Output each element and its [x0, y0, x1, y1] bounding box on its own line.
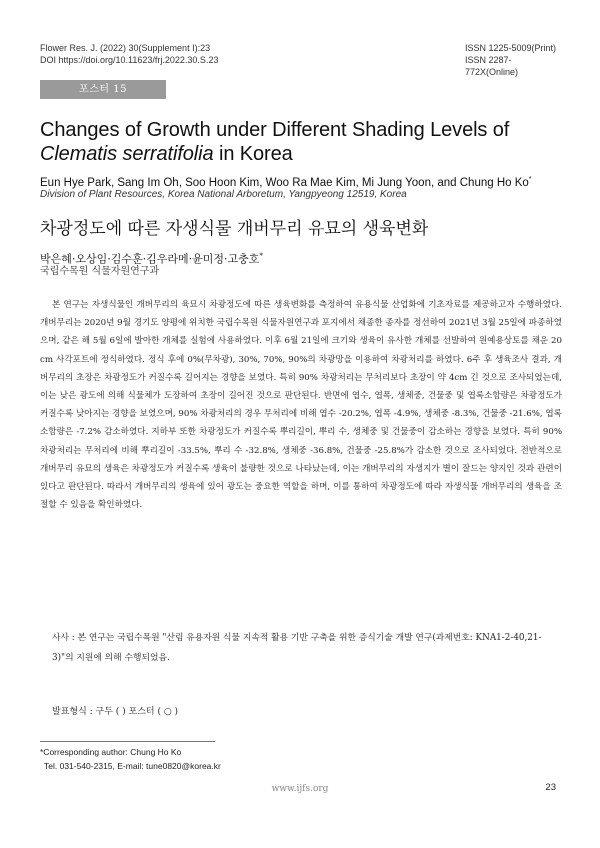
poster-tab: 포스터 15	[40, 80, 166, 99]
title-part-2: in Korea	[213, 143, 293, 165]
corresponding-mark: *	[528, 176, 532, 183]
acknowledgement: 사사 : 본 연구는 국립수목원 "산림 유용자원 식물 지속적 활용 기반 구축을 위한 증식기술 개발 연구(과제번호: KNA1-2-40,21-3)"의 지원에 의해 수행되었음.	[52, 633, 542, 663]
issn-online: ISSN 2287-772X(Online)	[465, 55, 519, 77]
author-names: Eun Hye Park, Sang Im Oh, Soo Hoon Kim, Woo Ra Mae Kim, Mi Jung Yoon, and Chung Ho Ko	[40, 176, 529, 189]
abstract-body: 본 연구는 자생식물인 개버무리의 육묘시 차광정도에 따른 생육변화를 측정하여 유용식물 산업화에 기초자료를 제공하고자 수행하였다. 개버무리는 2020년 9월 경기도 양평에 위치한 국립수목원 식물자원연구과 포지에서 채종한 종자를 정선하여 2021년 3월 25일에 파종하였으며, 같은 해 5월 6일에 발아한 개체를 실험에 사용하였다. 이후 6월 21일에 크기와 생육이 유사한 개체를 선발하여 원예용상토를 채운 20cm 사각포트에 정식하였다. 정식 후에 0%(무차광), 30%, 70%, 90%의 차광망을 이용하여 차광처리를 하였다. 6주 후 생육조사 결과, 개버무리의 초장은 차광정도가 커질수록 길어지는 경향을 보였다. 특히 90% 차광처리는 무처리보다 초장이 약 4cm 긴 것으로 조사되었는데, 이는 낮은 광도에 의해 식물체가 도장하여 초장이 길어진 것으로 판단된다. 반면에 엽수, 엽폭, 생체중, 건물중 및 엽록소함량은 차광정도가 커질수록 낮아지는 경향을 보였으며, 90% 차광처리의 경우 무처리에 비해 엽수 -20.2%, 엽폭 -4.9%, 생체중 -8.3%, 건물중 -21.6%, 엽록소함량은 -7.2% 감소하였다. 지하부 또한 차광정도가 커질수록 뿌리길이, 뿌리 수, 생체중 및 건물중이 감소하는 경향을 보였다. 특히 90% 차광처리는 무처리에 비해 뿌리길이 -33.5%, 뿌리 수 -32.8%, 생체중 -36.8%, 건물중 -25.8%가 감소한 것으로 조사되었다. 전반적으로 개버무리 유묘의 생육은 차광정도가 커질수록 생육이 불량한 것으로 나타났는데, 이는 개버무리의 자생지가 별이 잘드는 양지인 것과 관련이 있다고 판단된다. 따라서 개버무리의 생육에 있어 광도는 중요한 역할을 하며, 이를 통하여 차광정도에 따라 자생식물 개버무리의 생육을 조절할 수 있음을 확인하였다.	[40, 300, 562, 511]
presentation-format: 발표형식 : 구두 ( ) 포스터 ( ○ )	[52, 707, 179, 717]
issn-print: ISSN 1225-5009(Print)	[465, 43, 557, 53]
contact-note: Tel. 031-540-2315, E-mail: tune0820@korea.kr	[44, 761, 221, 771]
footnote-divider	[40, 741, 215, 742]
korean-corresponding-mark: *	[259, 252, 263, 260]
korean-title: 차광정도에 따른 자생식물 개버무리 유묘의 생육변화	[40, 219, 429, 239]
doi-line: DOI https://doi.org/10.11623/frj.2022.30.S.23	[40, 55, 219, 65]
page-number: 23	[545, 782, 556, 793]
korean-author-names: 박은혜·오상임·김수훈·김우라메·윤미정·고충호	[40, 252, 260, 266]
journal-header	[40, 42, 218, 66]
title-part-1: Changes of Growth under Different Shading Levels of	[40, 119, 510, 141]
corresponding-author-note: *Corresponding author: Chung Ho Ko	[40, 747, 182, 757]
paper-title	[40, 118, 570, 166]
title-species: Clematis serratifolia	[40, 143, 214, 165]
journal-url: www.ijfs.org	[271, 784, 329, 794]
issn-block	[465, 42, 560, 78]
affiliation: Division of Plant Resources, Korea National Arboretum, Yangpyeong 12519, Korea	[40, 189, 407, 200]
korean-affiliation: 국립수목원 식물자원연구과	[40, 266, 160, 277]
korean-author-list	[40, 249, 263, 267]
journal-citation: Flower Res. J. (2022) 30(Supplement I):23	[40, 43, 211, 53]
